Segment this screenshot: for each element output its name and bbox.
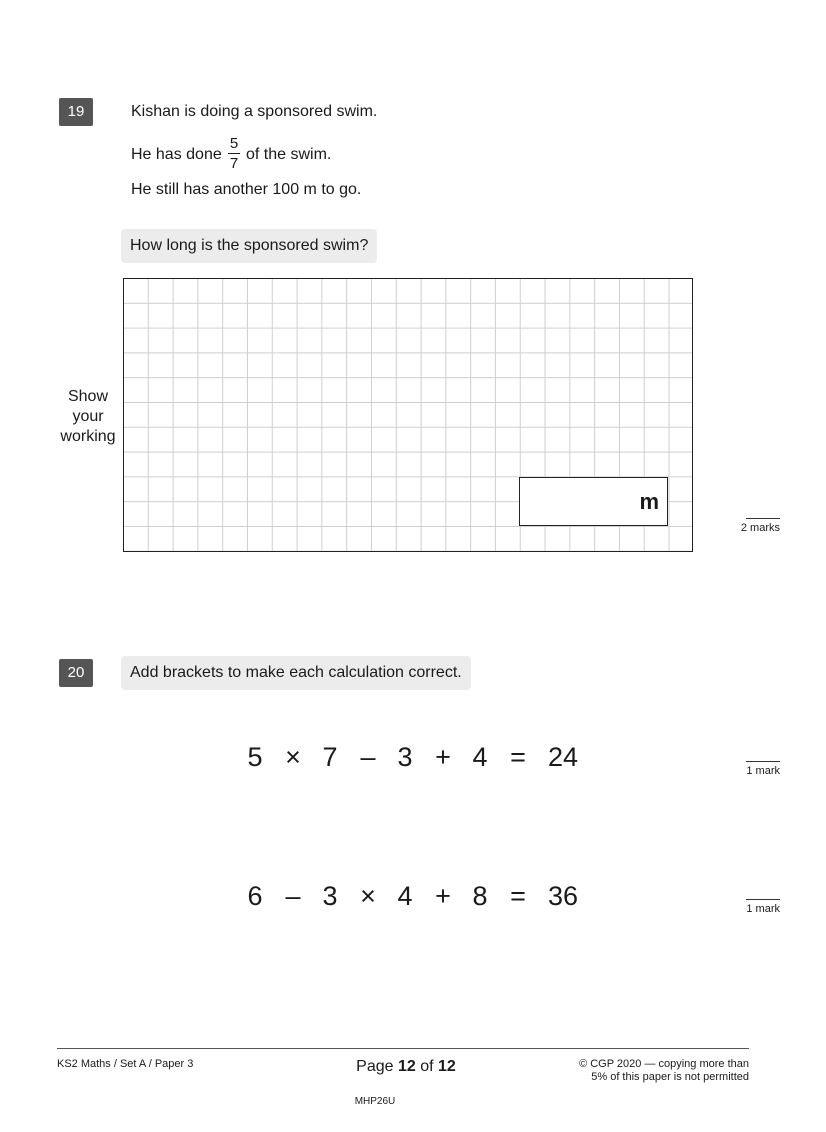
marks-line — [746, 899, 780, 900]
question-number-19: 19 — [59, 98, 93, 126]
copyright-line-1: © CGP 2020 — copying more than — [579, 1058, 749, 1070]
q19-marks-label: 2 marks — [740, 522, 780, 534]
calc1-term-3: – — [360, 742, 376, 772]
calc1-marks — [730, 761, 780, 778]
calc2-term-4: 4 — [397, 881, 413, 911]
calc2-marks-label: 1 mark — [746, 903, 780, 915]
fraction-five-sevenths — [227, 135, 241, 172]
q19-line-2-before: He has done — [131, 146, 222, 163]
question-number-20: 20 — [59, 659, 93, 687]
paper-code: MHP26U — [354, 1096, 396, 1107]
calc2-term-8: 36 — [547, 881, 579, 911]
calc1-term-2: 7 — [322, 742, 338, 772]
q19-line-2-after: of the swim. — [246, 146, 332, 163]
answer-unit: m — [639, 489, 659, 514]
fraction-denominator: 7 — [229, 155, 239, 172]
marks-line — [746, 518, 780, 519]
calc2-term-7: = — [510, 881, 526, 911]
calc2-term-6: 8 — [472, 881, 488, 911]
calculation-1[interactable] — [0, 741, 826, 773]
working-label-line-2: your — [72, 408, 104, 425]
working-label-line-1: Show — [67, 388, 109, 405]
calc2-term-3: × — [360, 881, 376, 911]
page-total: 12 — [438, 1058, 456, 1075]
footer-paper-title: KS2 Maths / Set A / Paper 3 — [57, 1058, 194, 1070]
q19-line-3: He still has another 100 m to go. — [131, 181, 362, 198]
calc1-term-0: 5 — [247, 742, 263, 772]
calc2-marks — [730, 899, 780, 916]
calc2-term-1: – — [285, 881, 301, 911]
copyright-line-2: 5% of this paper is not permitted — [591, 1071, 749, 1083]
q20-prompt: Add brackets to make each calculation correct. — [121, 656, 471, 690]
footer-divider — [57, 1048, 749, 1049]
calc1-term-6: 4 — [472, 742, 488, 772]
q19-prompt: How long is the sponsored swim? — [121, 229, 377, 263]
calc2-term-2: 3 — [322, 881, 338, 911]
calc1-term-5: + — [435, 742, 451, 772]
calc1-term-8: 24 — [547, 742, 579, 772]
calc2-term-5: + — [435, 881, 451, 911]
page-indicator — [300, 1057, 512, 1077]
answer-box[interactable] — [519, 477, 668, 526]
calculation-2[interactable] — [0, 880, 826, 912]
fraction-bar — [228, 153, 240, 154]
copyright-notice — [579, 1058, 749, 1084]
page-current: 12 — [397, 1058, 416, 1075]
calc1-marks-label: 1 mark — [746, 765, 780, 777]
page-of: of — [420, 1058, 434, 1075]
show-your-working-label — [50, 387, 126, 447]
working-label-line-3: working — [60, 428, 116, 445]
calc1-term-4: 3 — [397, 742, 413, 772]
marks-line — [746, 761, 780, 762]
calc2-term-0: 6 — [247, 881, 263, 911]
page-prefix: Page — [356, 1058, 394, 1075]
fraction-numerator: 5 — [229, 135, 239, 152]
calc1-term-7: = — [510, 742, 526, 772]
q19-line-1: Kishan is doing a sponsored swim. — [131, 103, 378, 120]
q19-marks — [730, 518, 780, 535]
calc1-term-1: × — [285, 742, 301, 772]
